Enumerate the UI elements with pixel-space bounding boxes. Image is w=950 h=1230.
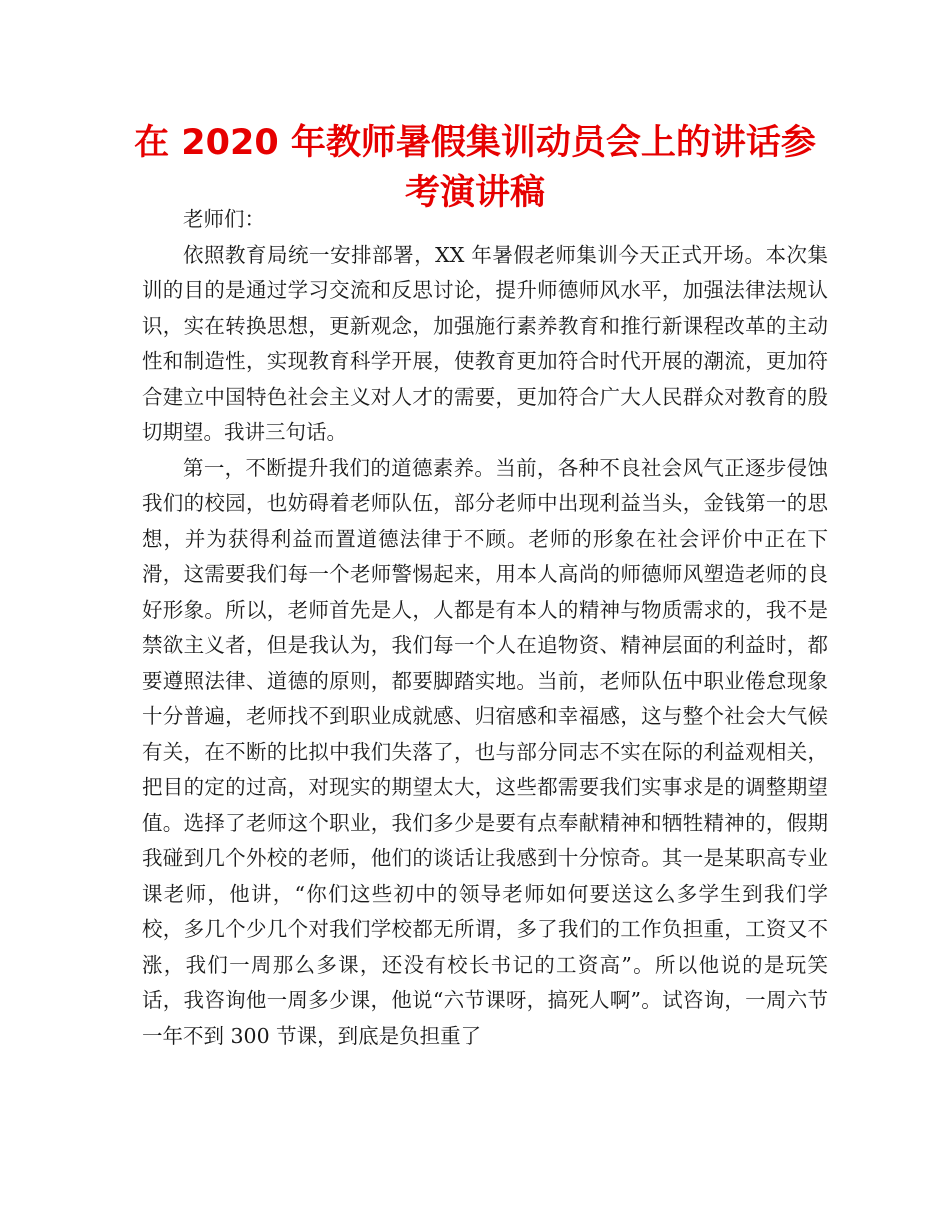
paragraph: 第一，不断提升我们的道德素养。当前，各种不良社会风气正逐步侵蚀我们的校园，也妨碍着老师队伍，部分老师中出现利益当头，金钱第一的思想，并为获得利益而置道德法律于不顾。老师的形象在社会评价中正在下滑，这需要我们每一个老师警惕起来，用本人高尚的师德师风塑造老师的良好形象。所以，老师首先是人，人都是有本人的精神与物质需求的，我不是禁欲主义者，但是我认为，我们每一个人在追物资、精神层面的利益时，都要遵照法律、道德的原则，都要脚踏实地。当前，老师队伍中职业倦怠现象十分普遍，老师找不到职业成就感、归宿感和幸福感，这与整个社会大气候有关，在不断的比拟中我们失落了，也与部分同志不实在际的利益观相关，把目的定的过高，对现实的期望太大，这些都需要我们实事求是的调整期望值。选择了老师这个职业，我们多少是要有点奉献精神和牺牲精神的，假期我碰到几个外校的老师，他们的谈话让我感到十分惊奇。其一是某职高专业课老师，他讲，“你们这些初中的领导老师如何要送这么多学生到我们学校，多几个少几个对我们学校都无所谓，多了我们的工作负担重，工资又不涨，我们一周那么多课，还没有校长书记的工资高”。所以他说的是玩笑话，我咨询他一周多少课，他说“六节课呀，搞死人啊”。试咨询，一周六节一年不到 300 节课，到底是负担重了 bbox=[142, 455, 828, 1048]
document-title: 在 2020 年教师暑假集训动员会上的讲话参考演讲稿 bbox=[134, 123, 816, 213]
salutation: 老师们： bbox=[183, 207, 265, 231]
document-body bbox=[142, 202, 828, 1054]
paragraph: 依照教育局统一安排部署，XX 年暑假老师集训今天正式开场。本次集训的目的是通过学习交流和反思讨论，提升师德师风水平，加强法律法规认识，实在转换思想，更新观念，加强施行素养教育和推行新课程改革的主动性和制造性，实现教育科学开展，使教育更加符合时代开展的潮流，更加符合建立中国特色社会主义对人才的需要，更加符合广大人民群众对教育的殷切期望。我讲三句话。 bbox=[142, 242, 828, 444]
